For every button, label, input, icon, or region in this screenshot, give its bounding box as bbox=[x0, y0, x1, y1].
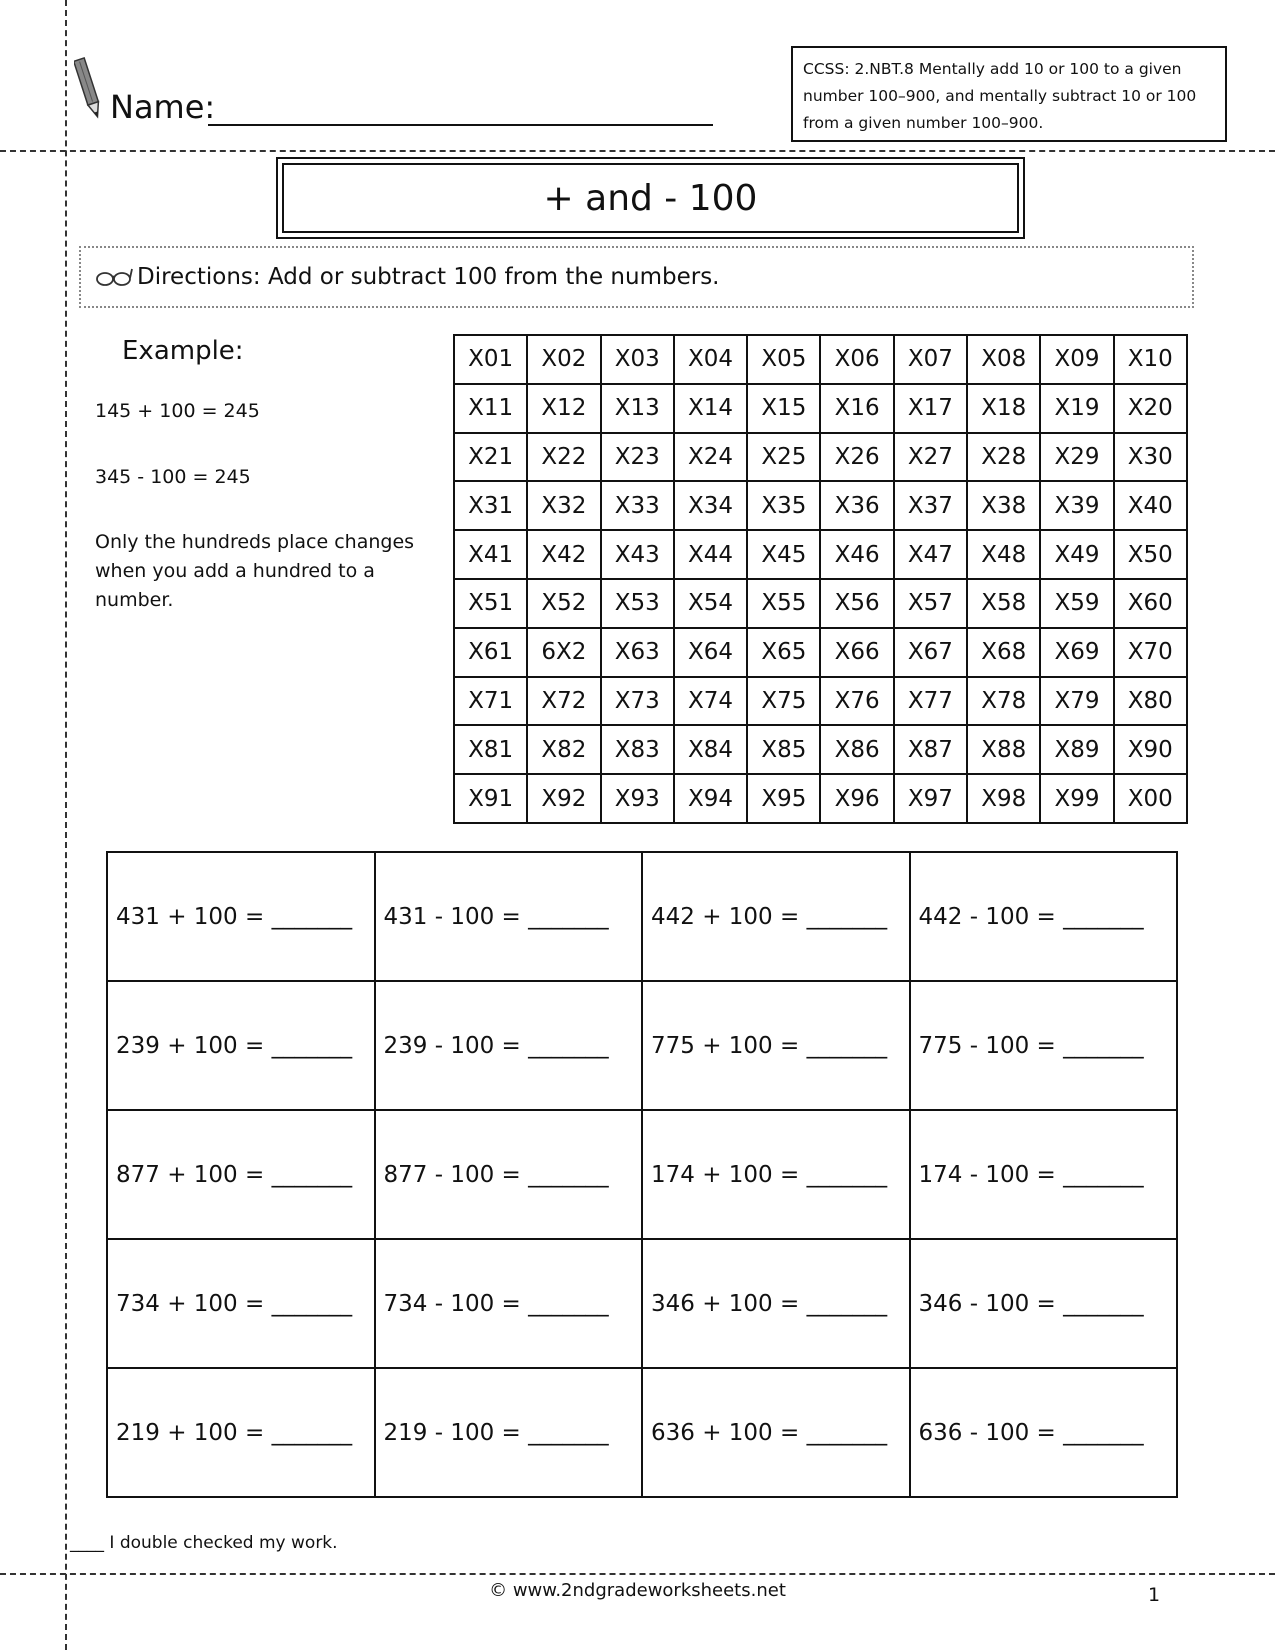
cut-guide-top bbox=[0, 150, 1275, 152]
chart-cell: X79 bbox=[1040, 677, 1113, 726]
chart-cell: X42 bbox=[527, 530, 600, 579]
chart-cell: X35 bbox=[747, 481, 820, 530]
chart-cell: X63 bbox=[601, 628, 674, 677]
chart-row bbox=[454, 530, 1187, 579]
chart-cell: X45 bbox=[747, 530, 820, 579]
chart-cell: X98 bbox=[967, 774, 1040, 823]
chart-cell: X67 bbox=[894, 628, 967, 677]
example-line-1: 145 + 100 = 245 bbox=[95, 400, 260, 422]
chart-cell: X13 bbox=[601, 384, 674, 433]
chart-cell: X01 bbox=[454, 335, 527, 384]
chart-cell: X83 bbox=[601, 725, 674, 774]
chart-cell: X95 bbox=[747, 774, 820, 823]
chart-cell: X92 bbox=[527, 774, 600, 823]
chart-row bbox=[454, 384, 1187, 433]
chart-cell: X74 bbox=[674, 677, 747, 726]
cut-guide-vertical bbox=[65, 0, 67, 1650]
example-heading: Example: bbox=[122, 336, 244, 366]
name-line[interactable] bbox=[208, 124, 713, 126]
problem-cell[interactable]: 219 + 100 = _______ bbox=[107, 1368, 375, 1497]
chart-cell: X28 bbox=[967, 433, 1040, 482]
chart-cell: X59 bbox=[1040, 579, 1113, 628]
chart-cell: X05 bbox=[747, 335, 820, 384]
chart-cell: X24 bbox=[674, 433, 747, 482]
problem-row bbox=[107, 1110, 1177, 1239]
problem-cell[interactable]: 636 + 100 = _______ bbox=[642, 1368, 910, 1497]
cut-guide-bottom bbox=[0, 1573, 1275, 1575]
chart-cell: X76 bbox=[820, 677, 893, 726]
problem-cell[interactable]: 734 - 100 = _______ bbox=[375, 1239, 643, 1368]
problem-row bbox=[107, 852, 1177, 981]
chart-cell: X82 bbox=[527, 725, 600, 774]
chart-cell: X56 bbox=[820, 579, 893, 628]
chart-cell: X97 bbox=[894, 774, 967, 823]
chart-cell: X91 bbox=[454, 774, 527, 823]
chart-cell: X75 bbox=[747, 677, 820, 726]
chart-row bbox=[454, 335, 1187, 384]
chart-cell: X37 bbox=[894, 481, 967, 530]
problem-row bbox=[107, 1368, 1177, 1497]
chart-cell: X19 bbox=[1040, 384, 1113, 433]
chart-cell: X84 bbox=[674, 725, 747, 774]
chart-cell: X60 bbox=[1114, 579, 1187, 628]
chart-cell: X39 bbox=[1040, 481, 1113, 530]
chart-row bbox=[454, 677, 1187, 726]
problem-cell[interactable]: 636 - 100 = _______ bbox=[910, 1368, 1178, 1497]
chart-cell: X43 bbox=[601, 530, 674, 579]
chart-cell: X90 bbox=[1114, 725, 1187, 774]
chart-cell: X87 bbox=[894, 725, 967, 774]
chart-row bbox=[454, 433, 1187, 482]
chart-cell: X41 bbox=[454, 530, 527, 579]
directions-box bbox=[79, 246, 1194, 308]
problem-cell[interactable]: 877 + 100 = _______ bbox=[107, 1110, 375, 1239]
chart-cell: X26 bbox=[820, 433, 893, 482]
problem-cell[interactable]: 877 - 100 = _______ bbox=[375, 1110, 643, 1239]
chart-cell: X07 bbox=[894, 335, 967, 384]
chart-cell: X49 bbox=[1040, 530, 1113, 579]
name-label: Name: bbox=[110, 88, 216, 126]
chart-cell: X68 bbox=[967, 628, 1040, 677]
chart-cell: X06 bbox=[820, 335, 893, 384]
chart-cell: X27 bbox=[894, 433, 967, 482]
chart-cell: X20 bbox=[1114, 384, 1187, 433]
chart-cell: X94 bbox=[674, 774, 747, 823]
chart-row bbox=[454, 628, 1187, 677]
chart-cell: X73 bbox=[601, 677, 674, 726]
chart-cell: X23 bbox=[601, 433, 674, 482]
example-line-2: 345 - 100 = 245 bbox=[95, 466, 251, 488]
chart-row bbox=[454, 481, 1187, 530]
chart-cell: X02 bbox=[527, 335, 600, 384]
chart-cell: X10 bbox=[1114, 335, 1187, 384]
double-check-line: ____ I double checked my work. bbox=[70, 1533, 338, 1553]
page-number: 1 bbox=[1148, 1584, 1161, 1606]
problem-cell[interactable]: 775 - 100 = _______ bbox=[910, 981, 1178, 1110]
chart-cell: X32 bbox=[527, 481, 600, 530]
problem-cell[interactable]: 442 - 100 = _______ bbox=[910, 852, 1178, 981]
chart-cell: X61 bbox=[454, 628, 527, 677]
chart-cell: X08 bbox=[967, 335, 1040, 384]
chart-cell: X70 bbox=[1114, 628, 1187, 677]
ccss-standard-box: CCSS: 2.NBT.8 Mentally add 10 or 100 to a given number 100–900, and mentally subtract 10 or 100 from a given number 100–900. bbox=[791, 46, 1227, 142]
directions-text: Directions: Add or subtract 100 from the numbers. bbox=[137, 264, 720, 290]
chart-cell: X89 bbox=[1040, 725, 1113, 774]
chart-cell: X36 bbox=[820, 481, 893, 530]
chart-cell: X88 bbox=[967, 725, 1040, 774]
problem-cell[interactable]: 239 - 100 = _______ bbox=[375, 981, 643, 1110]
chart-cell: X80 bbox=[1114, 677, 1187, 726]
chart-cell: X48 bbox=[967, 530, 1040, 579]
chart-row bbox=[454, 774, 1187, 823]
chart-cell: X22 bbox=[527, 433, 600, 482]
chart-cell: X25 bbox=[747, 433, 820, 482]
pencil-icon bbox=[74, 56, 104, 122]
chart-cell: X86 bbox=[820, 725, 893, 774]
problem-cell[interactable]: 346 - 100 = _______ bbox=[910, 1239, 1178, 1368]
copyright: © www.2ndgradeworksheets.net bbox=[489, 1580, 786, 1601]
chart-cell: X65 bbox=[747, 628, 820, 677]
chart-cell: X31 bbox=[454, 481, 527, 530]
chart-cell: X04 bbox=[674, 335, 747, 384]
chart-cell: X29 bbox=[1040, 433, 1113, 482]
chart-cell: X52 bbox=[527, 579, 600, 628]
chart-cell: X51 bbox=[454, 579, 527, 628]
example-note: Only the hundreds place changes when you add a hundred to a number. bbox=[95, 531, 415, 611]
chart-cell: X11 bbox=[454, 384, 527, 433]
chart-cell: X46 bbox=[820, 530, 893, 579]
problem-cell[interactable]: 239 + 100 = _______ bbox=[107, 981, 375, 1110]
chart-cell: X57 bbox=[894, 579, 967, 628]
chart-cell: X69 bbox=[1040, 628, 1113, 677]
chart-cell: X00 bbox=[1114, 774, 1187, 823]
chart-row bbox=[454, 725, 1187, 774]
problem-row bbox=[107, 981, 1177, 1110]
chart-cell: X47 bbox=[894, 530, 967, 579]
chart-cell: X58 bbox=[967, 579, 1040, 628]
chart-cell: X77 bbox=[894, 677, 967, 726]
chart-cell: X72 bbox=[527, 677, 600, 726]
chart-cell: X18 bbox=[967, 384, 1040, 433]
chart-cell: X09 bbox=[1040, 335, 1113, 384]
chart-cell: X71 bbox=[454, 677, 527, 726]
chart-cell: X12 bbox=[527, 384, 600, 433]
chart-cell: X03 bbox=[601, 335, 674, 384]
problem-cell[interactable]: 442 + 100 = _______ bbox=[642, 852, 910, 981]
problem-cell[interactable]: 431 - 100 = _______ bbox=[375, 852, 643, 981]
chart-cell: X34 bbox=[674, 481, 747, 530]
chart-cell: X50 bbox=[1114, 530, 1187, 579]
chart-cell: X85 bbox=[747, 725, 820, 774]
chart-cell: X53 bbox=[601, 579, 674, 628]
chart-cell: X78 bbox=[967, 677, 1040, 726]
chart-cell: X38 bbox=[967, 481, 1040, 530]
chart-cell: X16 bbox=[820, 384, 893, 433]
chart-cell: X93 bbox=[601, 774, 674, 823]
problem-cell[interactable]: 174 + 100 = _______ bbox=[642, 1110, 910, 1239]
chart-cell: 6X2 bbox=[527, 628, 600, 677]
chart-cell: X15 bbox=[747, 384, 820, 433]
chart-cell: X99 bbox=[1040, 774, 1113, 823]
problem-cell[interactable]: 219 - 100 = _______ bbox=[375, 1368, 643, 1497]
chart-cell: X55 bbox=[747, 579, 820, 628]
chart-cell: X96 bbox=[820, 774, 893, 823]
chart-cell: X33 bbox=[601, 481, 674, 530]
chart-cell: X40 bbox=[1114, 481, 1187, 530]
hundred-chart bbox=[453, 334, 1188, 824]
title-box bbox=[276, 157, 1025, 239]
problem-cell[interactable]: 174 - 100 = _______ bbox=[910, 1110, 1178, 1239]
chart-cell: X30 bbox=[1114, 433, 1187, 482]
chart-cell: X14 bbox=[674, 384, 747, 433]
chart-cell: X81 bbox=[454, 725, 527, 774]
chart-cell: X21 bbox=[454, 433, 527, 482]
page-title: + and - 100 bbox=[282, 163, 1019, 233]
problem-cell[interactable]: 734 + 100 = _______ bbox=[107, 1239, 375, 1368]
glasses-icon bbox=[95, 266, 133, 288]
problem-cell[interactable]: 775 + 100 = _______ bbox=[642, 981, 910, 1110]
chart-cell: X66 bbox=[820, 628, 893, 677]
problem-row bbox=[107, 1239, 1177, 1368]
problems-grid bbox=[106, 851, 1178, 1498]
chart-cell: X17 bbox=[894, 384, 967, 433]
chart-row bbox=[454, 579, 1187, 628]
chart-cell: X64 bbox=[674, 628, 747, 677]
problem-cell[interactable]: 346 + 100 = _______ bbox=[642, 1239, 910, 1368]
chart-cell: X44 bbox=[674, 530, 747, 579]
chart-cell: X54 bbox=[674, 579, 747, 628]
problem-cell[interactable]: 431 + 100 = _______ bbox=[107, 852, 375, 981]
